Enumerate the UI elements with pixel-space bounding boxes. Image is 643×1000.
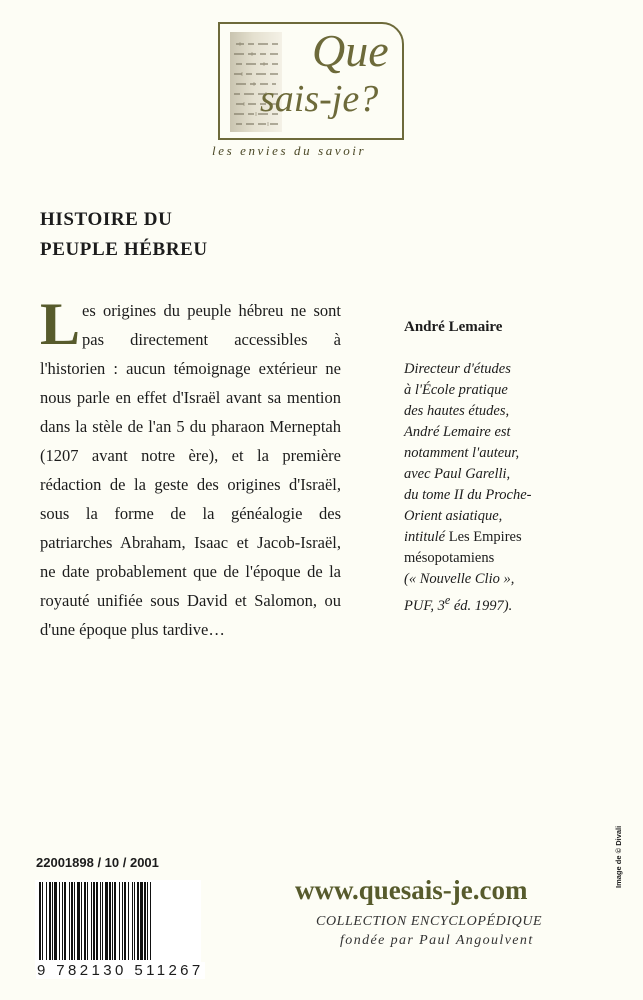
book-title-line-2: PEUPLE HÉBREU xyxy=(40,239,208,260)
author-bio-line xyxy=(404,590,614,617)
book-title xyxy=(40,205,360,265)
author-bio-line: (« Nouvelle Clio », xyxy=(404,571,515,587)
author-bio-line: avec Paul Garelli, xyxy=(404,466,511,482)
image-credit: Image de © Divali xyxy=(614,825,623,888)
author-bio-edition-year: éd. 1997). xyxy=(450,597,513,614)
founder-label: fondée par Paul Angoulvent xyxy=(340,933,534,948)
logo-question-mark: ? xyxy=(359,78,379,120)
logo-tagline: les envies du savoir xyxy=(212,143,367,158)
author-bio-line: André Lemaire est xyxy=(404,424,511,440)
book-reference-title-cont: mésopotamiens xyxy=(404,550,495,566)
author-bio-edition: PUF, 3 xyxy=(404,597,445,614)
summary-paragraph xyxy=(40,291,341,644)
isbn-code: 22001898 / 10 / 2001 xyxy=(36,855,159,870)
author-bio-line: des hautes études, xyxy=(404,403,510,419)
author-bio-line: du tome II du Proche- xyxy=(404,487,532,503)
author-name: André Lemaire xyxy=(404,319,503,335)
author-bio-line: notamment l'auteur, xyxy=(404,445,520,461)
author-bio-italic: intitulé xyxy=(404,529,446,545)
website-url[interactable]: www.quesais-je.com xyxy=(295,875,528,905)
author-bio-line: à l'École pratique xyxy=(404,382,508,398)
summary-text: es origines du peuple hébreu ne sont pas directement accessibles à l'historien : aucun témoignage extérieur ne nous parle en effet d'Israël avant sa mention dans la stèle de l'an 5 du pharaon Merneptah (1207 avant notre ère), et la première rédaction de la geste des origines d'Israël, sous la forme de la généalogie des patriarches Abraham, Isaac et Jacob-Israël, ne date probablement que de l'époque de la royauté unifiée sous David et Salomon, ou d'une époque plus tardive… xyxy=(40,301,341,639)
logo-que-text: Que xyxy=(312,25,389,76)
logo-sais-je-text xyxy=(260,80,378,118)
book-title-line-1: HISTOIRE DU xyxy=(40,209,173,230)
barcode xyxy=(35,880,201,970)
collection-label: COLLECTION ENCYCLOPÉDIQUE xyxy=(316,914,543,929)
drop-cap: L xyxy=(40,291,81,357)
author-bio-line xyxy=(404,527,614,548)
book-reference-title: Les Empires xyxy=(448,529,522,545)
author-bio-superscript: e xyxy=(444,593,451,607)
author-bio xyxy=(404,359,614,617)
book-summary xyxy=(40,291,341,644)
logo-frame xyxy=(218,22,404,140)
logo-sais-je-word: sais-je xyxy=(260,78,360,120)
barcode-digits: 9 782130 511267 xyxy=(37,962,204,979)
author-bio-line: Directeur d'études xyxy=(404,361,511,377)
author-bio-line: Orient asiatique, xyxy=(404,508,503,524)
